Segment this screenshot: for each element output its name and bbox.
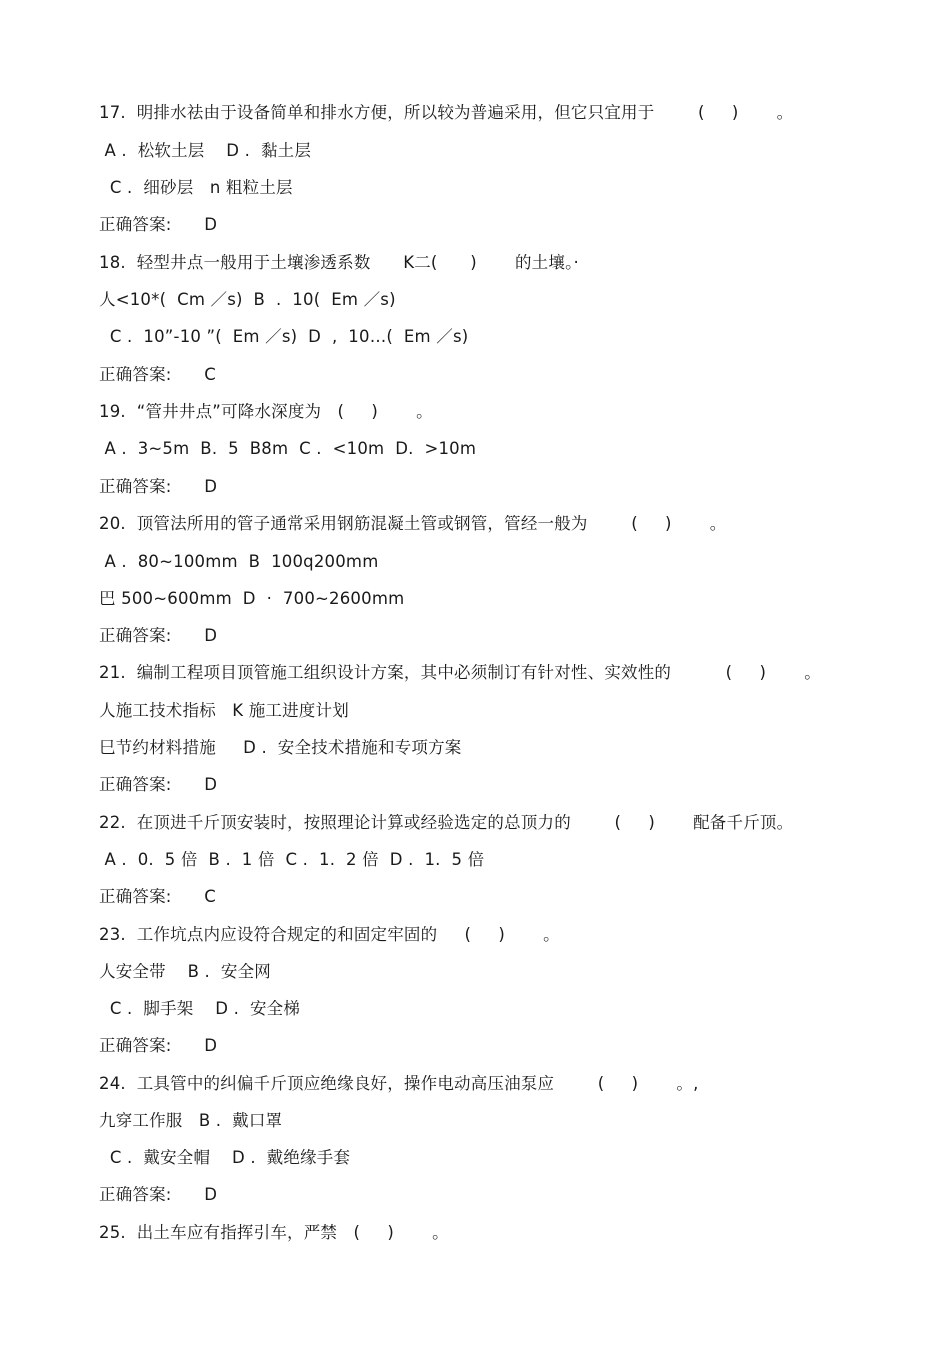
q23-options-cd: C . 脚手架 D . 安全梯 (99, 999, 301, 1018)
q20-options-cd: 巴 500~600mm D · 700~2600mm (99, 589, 405, 608)
q19-options: A . 3~5m B. 5 B8m C . <10m D. >10m (99, 439, 477, 458)
q18-question: 18. 轻型井点一般用于土壤渗透系数 K二( ) 的土壤。· (99, 253, 579, 272)
q18-answer: 正确答案: C (99, 365, 216, 384)
q19-question: 19. “管井井点”可降水深度为 ( ) 。 (99, 402, 433, 421)
q24-question: 24. 工具管中的纠偏千斤顶应绝缘良好，操作电动高压油泵应 ( ) 。, (99, 1074, 699, 1093)
q17-options-cb: C . 细砂层 n 粗粒土层 (99, 178, 293, 197)
q17-answer: 正确答案: D (99, 215, 218, 234)
q21-question: 21. 编制工程项目顶管施工组织设计方案，其中必须制订有针对性、实效性的 ( ) 。 (99, 663, 821, 682)
q21-options-cd: 巳节约材料措施 D . 安全技术措施和专项方案 (99, 738, 462, 757)
q23-answer: 正确答案: D (99, 1036, 218, 1055)
q24-options-ab: 九穿工作服 B . 戴口罩 (99, 1111, 283, 1130)
q21-options-ab: 人施工技术指标 K 施工进度计划 (99, 701, 349, 720)
q25-question: 25. 出土车应有指挥引车，严禁 ( ) 。 (99, 1223, 449, 1242)
q20-options-ab: A . 80~100mm B 100q200mm (99, 552, 379, 571)
q22-question: 22. 在顶进千斤顶安装时，按照理论计算或经验选定的总顶力的 ( ) 配备千斤顶。 (99, 813, 794, 832)
q21-answer: 正确答案: D (99, 775, 218, 794)
q24-options-cd: C . 戴安全帽 D . 戴绝缘手套 (99, 1148, 351, 1167)
q20-answer: 正确答案: D (99, 626, 218, 645)
q23-options-ab: 人安全带 B . 安全网 (99, 962, 271, 981)
q18-options-cd: C . 10”-10 ”( Em ／s) D , 10…( Em ／s) (99, 327, 469, 346)
q22-options: A . 0. 5 倍 B . 1 倍 C . 1. 2 倍 D . 1. 5 倍 (99, 850, 485, 869)
q18-options-ab: 人<10*( Cm ／s) B . 10( Em ／s) (99, 290, 396, 309)
q20-question: 20. 顶管法所用的管子通常采用钢筋混凝土管或钢管，管经一般为 ( ) 。 (99, 514, 727, 533)
q19-answer: 正确答案: D (99, 477, 218, 496)
q17-question: 17. 明排水祛由于设备简单和排水方便，所以较为普遍采用，但它只宜用于 ( ) 。 (99, 103, 794, 122)
q23-question: 23. 工作坑点内应设符合规定的和固定牢固的 ( ) 。 (99, 925, 560, 944)
q22-answer: 正确答案: C (99, 887, 216, 906)
q17-options-ad: A . 松软土层 D . 黏土层 (99, 141, 312, 160)
q24-answer: 正确答案: D (99, 1185, 218, 1204)
